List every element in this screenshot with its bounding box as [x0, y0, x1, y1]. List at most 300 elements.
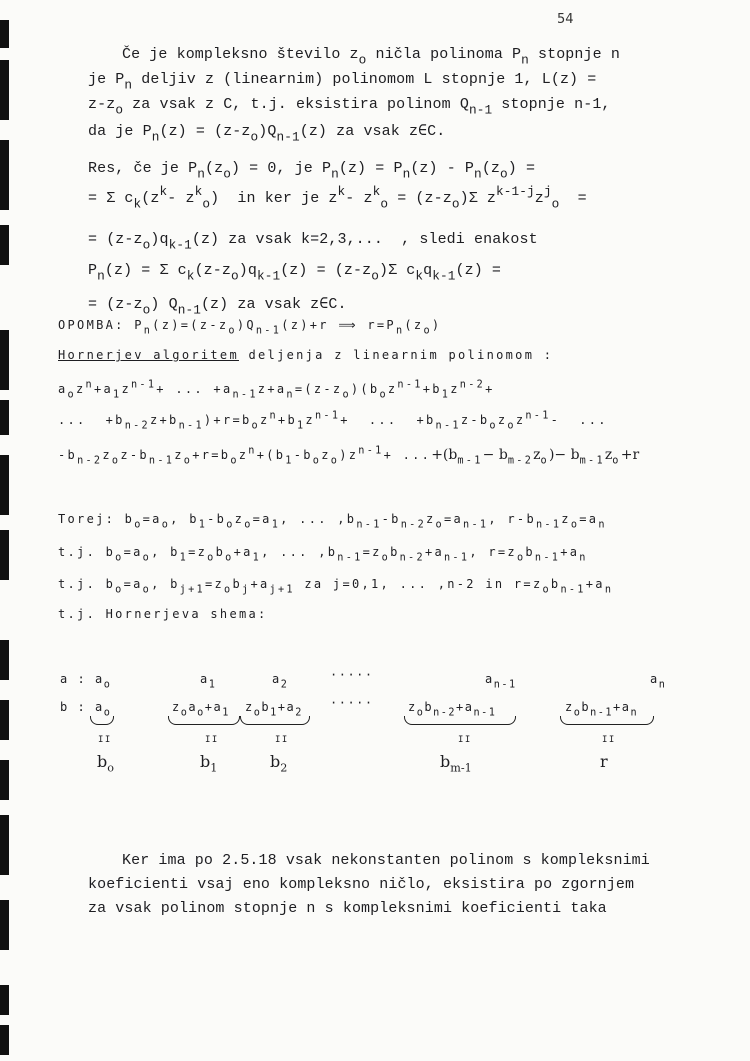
text-segment: stopnje n-1, — [492, 96, 611, 113]
scheme-symbol: b — [261, 700, 271, 714]
subscript: n — [579, 552, 588, 564]
text-line — [88, 294, 347, 318]
text-segment: ) Q — [150, 296, 178, 313]
text-segment: )− b — [548, 447, 580, 463]
scheme-cell — [95, 672, 112, 691]
equals-vertical: II — [275, 735, 289, 745]
text-segment: z — [426, 512, 436, 526]
scheme-cell — [408, 700, 497, 719]
text-segment: t.j. Hornerjeva shema: — [58, 607, 268, 621]
equals-vertical: II — [98, 735, 112, 745]
subscript: 1 — [198, 519, 208, 531]
text-segment: (z) = P — [338, 160, 403, 177]
subscript: o — [115, 552, 124, 564]
subscript: n — [197, 166, 205, 182]
text-segment: z — [75, 382, 86, 396]
scheme-cell — [565, 700, 639, 719]
text-segment: (z) - P — [410, 160, 475, 177]
subscript: n — [630, 707, 639, 719]
text-segment: ) = — [507, 160, 536, 177]
subscript: o — [142, 237, 151, 253]
text-segment: z+a — [257, 382, 287, 396]
subscript: o — [612, 455, 621, 467]
text-line — [88, 96, 611, 118]
scheme-cell — [600, 752, 608, 771]
text-segment: , r=z — [469, 545, 517, 559]
text-segment: z — [515, 413, 526, 427]
subscript: n — [402, 166, 411, 182]
subscript: o — [507, 420, 516, 432]
text-segment: (z) = (z-z — [159, 123, 251, 140]
subscript: o — [228, 325, 237, 337]
subscript: o — [142, 302, 151, 318]
text-segment: Ker ima po 2.5.18 vsak nekonstanten polinom s kompleksnimi — [122, 852, 650, 869]
text-segment: +a — [585, 577, 605, 591]
text-segment: z — [121, 382, 131, 396]
scheme-symbol: b — [270, 752, 281, 771]
text-segment: =a — [123, 545, 143, 559]
text-line — [58, 445, 640, 467]
text-segment: )q — [150, 231, 169, 248]
text-segment: = (z-z — [388, 190, 452, 207]
text-segment: (z) za vsak k=2,3,... , sledi enakost — [191, 231, 538, 248]
text-line — [58, 410, 608, 432]
scheme-symbol: b — [581, 700, 591, 714]
scheme-cell — [95, 700, 112, 719]
text-line — [58, 545, 588, 564]
superscript: k — [372, 184, 381, 199]
subscript: o — [516, 552, 526, 564]
text-segment: z — [174, 448, 184, 462]
scheme-symbol: z — [172, 700, 181, 714]
text-segment: z — [534, 190, 544, 207]
subscript: k — [133, 196, 142, 212]
equals-vertical: II — [205, 735, 219, 745]
subscript: n — [395, 325, 405, 337]
superscript: n-1 — [525, 410, 551, 422]
scheme-symbol: +a — [456, 700, 474, 714]
text-segment: deljiv z (linearnim) polinomom L stopnje 1, L(z) = — [132, 71, 597, 88]
text-line — [58, 348, 553, 362]
subscript: o — [381, 552, 391, 564]
subscript: 2 — [295, 707, 303, 719]
text-line — [88, 900, 607, 917]
text-line — [88, 184, 587, 212]
subscript: o — [330, 455, 340, 467]
text-line — [122, 852, 650, 869]
text-segment: t.j. b — [58, 545, 116, 559]
subscript: o — [225, 552, 234, 564]
text-segment: - z — [345, 190, 373, 207]
text-segment: (z) = (z-z — [280, 262, 372, 279]
text-segment: (z-z — [194, 262, 231, 279]
text-segment: za j=0,1, ... ,n-2 in r=z — [294, 577, 543, 591]
subscript: m-1 — [450, 761, 472, 775]
text-segment: )Q — [236, 318, 256, 332]
text-segment: z — [259, 413, 270, 427]
text-segment: = (z-z — [88, 296, 143, 313]
text-segment: z — [533, 447, 541, 463]
text-segment: +a — [424, 545, 444, 559]
text-segment: + — [485, 382, 495, 396]
text-segment: =a — [579, 512, 599, 526]
subscript: o — [573, 707, 582, 719]
subscript: o — [435, 519, 444, 531]
subscript: 1 — [113, 389, 122, 401]
subscript: n — [474, 166, 482, 182]
scheme-symbol: ····· — [330, 696, 374, 710]
equals-vertical: II — [602, 735, 616, 745]
scheme-symbol: z — [245, 700, 254, 714]
subscript: 2 — [280, 679, 289, 691]
subscript: n-2 — [124, 420, 150, 432]
subscript: 1 — [441, 389, 451, 401]
subscript: o — [451, 196, 460, 212]
subscript: o — [180, 707, 189, 719]
text-segment: , r-b — [488, 512, 536, 526]
text-segment: +(b — [431, 447, 458, 463]
text-segment: Res, če je P — [88, 160, 198, 177]
superscript: k-1-j — [496, 184, 535, 199]
text-segment: z — [321, 448, 331, 462]
subscript: n-2 — [433, 707, 457, 719]
subscript: m-1 — [579, 455, 605, 467]
subscript: o — [251, 420, 260, 432]
text-segment: =z — [188, 545, 208, 559]
text-segment: -b — [293, 448, 313, 462]
subscript: m-1 — [457, 455, 483, 467]
text-segment: (z — [204, 160, 224, 177]
text-line — [88, 876, 634, 893]
subscript: k — [415, 268, 424, 284]
subscript: 1 — [296, 420, 306, 432]
text-segment: z — [604, 447, 613, 463]
subscript: o — [134, 519, 143, 531]
subscript: n — [286, 389, 295, 401]
scheme-row-label: b : — [60, 700, 87, 714]
subscript: n — [658, 679, 667, 691]
superscript: n-2 — [459, 379, 486, 391]
text-segment: +b — [277, 413, 297, 427]
scheme-symbol: a — [485, 672, 494, 686]
scheme-symbol: a — [95, 672, 104, 686]
scheme-symbol: a — [200, 672, 209, 686]
text-segment: +r — [620, 447, 640, 463]
subscript: o — [253, 707, 262, 719]
text-segment: =a — [123, 577, 143, 591]
text-segment: (z — [141, 190, 160, 207]
equals-vertical: II — [458, 735, 472, 745]
subscript: o — [250, 129, 259, 145]
text-segment: a — [58, 382, 68, 396]
subscript: o — [142, 552, 152, 564]
subscript: o — [551, 196, 560, 212]
subscript: j+1 — [179, 584, 205, 596]
scheme-symbol: a — [95, 700, 104, 714]
page-number: 54 — [557, 12, 574, 27]
text-line — [88, 262, 502, 284]
text-line — [58, 379, 495, 401]
subscript: 1 — [285, 455, 294, 467]
text-segment: = Σ c — [88, 190, 134, 207]
text-segment: (z) = Σ c — [104, 262, 187, 279]
text-segment: , ... ,b — [261, 545, 338, 559]
text-segment: za vsak polinom stopnje n s kompleksnimi koeficienti taka — [88, 900, 607, 917]
text-segment: z-z — [88, 96, 116, 113]
text-segment: z — [561, 512, 571, 526]
text-segment: − b — [482, 447, 508, 463]
text-segment: (z) = — [455, 262, 502, 279]
subscript: n-1 — [560, 584, 586, 596]
subscript: n — [143, 325, 153, 337]
subscript: k — [186, 268, 195, 284]
subscript: n — [604, 584, 614, 596]
scheme-symbol: a — [272, 672, 281, 686]
subscript: n-1 — [534, 552, 561, 564]
subscript: o — [224, 584, 233, 596]
subscript: o — [244, 519, 253, 531]
subscript: o — [416, 707, 425, 719]
text-segment: b — [390, 545, 400, 559]
superscript: j — [543, 184, 552, 199]
text-segment: ) in ker je z — [210, 190, 338, 207]
text-segment: z-b — [120, 448, 149, 462]
scheme-cell — [200, 672, 217, 691]
text-line — [88, 160, 536, 182]
subscript: o — [371, 268, 379, 284]
subscript: j+1 — [269, 584, 295, 596]
text-line — [88, 231, 538, 253]
subscript: 1 — [210, 761, 218, 775]
text-segment: + ... +a — [156, 382, 233, 396]
subscript: o — [223, 166, 231, 182]
scheme-cell — [272, 672, 289, 691]
text-line — [88, 121, 446, 145]
scheme-cell — [200, 752, 218, 775]
subscript: n-1 — [590, 707, 614, 719]
underbrace — [404, 716, 516, 725]
subscript: o — [226, 519, 235, 531]
subscript: o — [230, 268, 239, 284]
superscript: k — [337, 184, 346, 199]
subscript: j — [242, 584, 251, 596]
text-segment: z — [234, 512, 245, 526]
subscript: o — [489, 420, 498, 432]
scheme-cell — [330, 668, 374, 682]
text-segment: +b — [422, 382, 442, 396]
text-segment: koeficienti vsaj eno kompleksno ničlo, eksistira po zgornjem — [88, 876, 635, 893]
text-segment: ... +b — [58, 413, 125, 427]
scheme-cell — [245, 700, 303, 719]
subscript: o — [423, 325, 432, 337]
scheme-symbol: +a — [613, 700, 631, 714]
text-segment: =a — [142, 512, 162, 526]
text-segment: -b — [381, 512, 401, 526]
subscript: n-2 — [77, 455, 103, 467]
text-segment: (z — [404, 318, 424, 332]
text-segment: Če je kompleksno število z — [122, 46, 359, 63]
text-segment: , b — [151, 545, 180, 559]
subscript: o — [230, 455, 239, 467]
superscript: n-1 — [358, 445, 384, 457]
text-line — [88, 71, 597, 93]
text-segment: +a — [560, 545, 580, 559]
text-segment: Hornerjev algoritem — [58, 348, 239, 362]
text-segment: q — [423, 262, 433, 279]
text-segment: deljenja z linearnim polinomom : — [238, 348, 554, 362]
text-segment: (z)+r ⟹ r=P — [281, 318, 396, 332]
subscript: k-1 — [168, 237, 192, 253]
subscript: o — [312, 455, 322, 467]
text-segment: )(b — [350, 382, 380, 396]
text-segment: b — [550, 577, 561, 591]
scheme-symbol: b — [440, 752, 451, 771]
text-segment: z — [238, 448, 249, 462]
subscript: o — [161, 519, 171, 531]
superscript: n-1 — [314, 410, 341, 422]
text-segment: = — [559, 190, 587, 207]
subscript: n — [521, 52, 529, 68]
subscript: o — [540, 455, 549, 467]
scheme-symbol: +a — [277, 700, 296, 714]
subscript: o — [380, 196, 389, 212]
subscript: n — [97, 268, 105, 284]
text-segment: , ... ,b — [280, 512, 357, 526]
superscript: n — [85, 379, 94, 391]
subscript: o — [103, 707, 112, 719]
subscript: n-1 — [473, 707, 497, 719]
text-segment: z+b — [150, 413, 179, 427]
subscript: o — [115, 584, 124, 596]
subscript: n-1 — [276, 129, 300, 145]
text-line — [122, 46, 620, 68]
scheme-symbol: z — [565, 700, 574, 714]
scheme-symbol: b — [424, 700, 434, 714]
text-segment: )z — [339, 448, 359, 462]
text-segment: z — [387, 382, 398, 396]
text-segment: ) — [431, 318, 442, 332]
subscript: n-2 — [399, 552, 425, 564]
subscript: 1 — [208, 679, 217, 691]
superscript: k — [159, 184, 168, 199]
text-segment: +(b — [256, 448, 286, 462]
superscript: n — [269, 410, 278, 422]
text-line — [58, 577, 614, 596]
scheme-cell — [485, 672, 517, 691]
text-segment: z — [497, 413, 508, 427]
subscript: o — [142, 584, 152, 596]
text-segment: + ... — [383, 448, 432, 462]
subscript: n-1 — [177, 302, 201, 318]
subscript: n-1 — [535, 519, 562, 531]
text-segment: =(z-z — [294, 382, 343, 396]
subscript: n — [151, 129, 160, 145]
scheme-symbol: a — [650, 672, 659, 686]
scheme-cell — [440, 752, 472, 775]
text-segment: (z — [481, 160, 501, 177]
text-segment: stopnje n — [528, 46, 620, 63]
subscript: o — [379, 389, 388, 401]
subscript: m-2 — [507, 455, 534, 467]
text-segment: )Σ c — [378, 262, 416, 279]
scheme-symbol: +a — [204, 700, 223, 714]
subscript: o — [183, 455, 193, 467]
text-segment: +a — [250, 577, 270, 591]
text-segment: da je P — [88, 123, 152, 140]
underbrace — [560, 716, 654, 725]
scheme-symbol: r — [600, 752, 608, 771]
text-segment: =a — [443, 512, 464, 526]
subscript: n-1 — [148, 455, 175, 467]
scheme-row-label: a : — [60, 672, 87, 686]
scheme-cell — [97, 752, 114, 775]
subscript: n-1 — [337, 552, 363, 564]
text-segment: - z — [167, 190, 195, 207]
text-line — [58, 318, 442, 337]
subscript: 2 — [280, 761, 288, 775]
text-segment: je P — [88, 71, 125, 88]
subscript: o — [500, 166, 508, 182]
text-segment: =a — [252, 512, 272, 526]
subscript: o — [107, 761, 114, 775]
text-segment: , b — [151, 577, 180, 591]
subscript: n — [124, 77, 133, 93]
scheme-cell — [172, 700, 230, 719]
text-segment: z — [305, 413, 315, 427]
subscript: 1 — [270, 707, 278, 719]
scheme-symbol: b — [97, 752, 108, 771]
subscript: n-1 — [232, 389, 258, 401]
text-segment: z-b — [460, 413, 490, 427]
subscript: n — [331, 166, 339, 182]
subscript: o — [202, 196, 211, 212]
text-segment: Torej: b — [58, 512, 135, 526]
scheme-cell — [650, 672, 667, 691]
subscript: o — [207, 552, 216, 564]
text-segment: +a — [233, 545, 253, 559]
subscript: k-1 — [432, 268, 456, 284]
subscript: n-1 — [356, 519, 382, 531]
subscript: n-1 — [255, 325, 282, 337]
text-line — [58, 512, 607, 531]
text-segment: -b — [207, 512, 227, 526]
text-segment: z — [450, 382, 460, 396]
subscript: o — [342, 389, 351, 401]
underbrace — [240, 716, 310, 725]
subscript: n-1 — [463, 519, 489, 531]
text-segment: (z) za vsak z∈C. — [200, 296, 347, 313]
subscript: o — [111, 455, 121, 467]
text-line — [58, 607, 268, 621]
subscript: o — [358, 52, 367, 68]
subscript: n — [598, 519, 607, 531]
text-segment: +r=b — [192, 448, 231, 462]
subscript: o — [542, 584, 551, 596]
text-segment: = (z-z — [88, 231, 143, 248]
subscript: n-1 — [493, 679, 517, 691]
subscript: o — [570, 519, 580, 531]
subscript: n-1 — [468, 102, 493, 118]
text-segment: )Q — [258, 123, 277, 140]
text-segment: - ... — [550, 413, 608, 427]
superscript: n-1 — [130, 379, 157, 391]
scheme-cell — [330, 696, 374, 710]
subscript: n-1 — [444, 552, 470, 564]
subscript: o — [197, 707, 205, 719]
subscript: 1 — [252, 552, 262, 564]
scheme-symbol: a — [188, 700, 198, 714]
text-segment: + ... +b — [340, 413, 436, 427]
